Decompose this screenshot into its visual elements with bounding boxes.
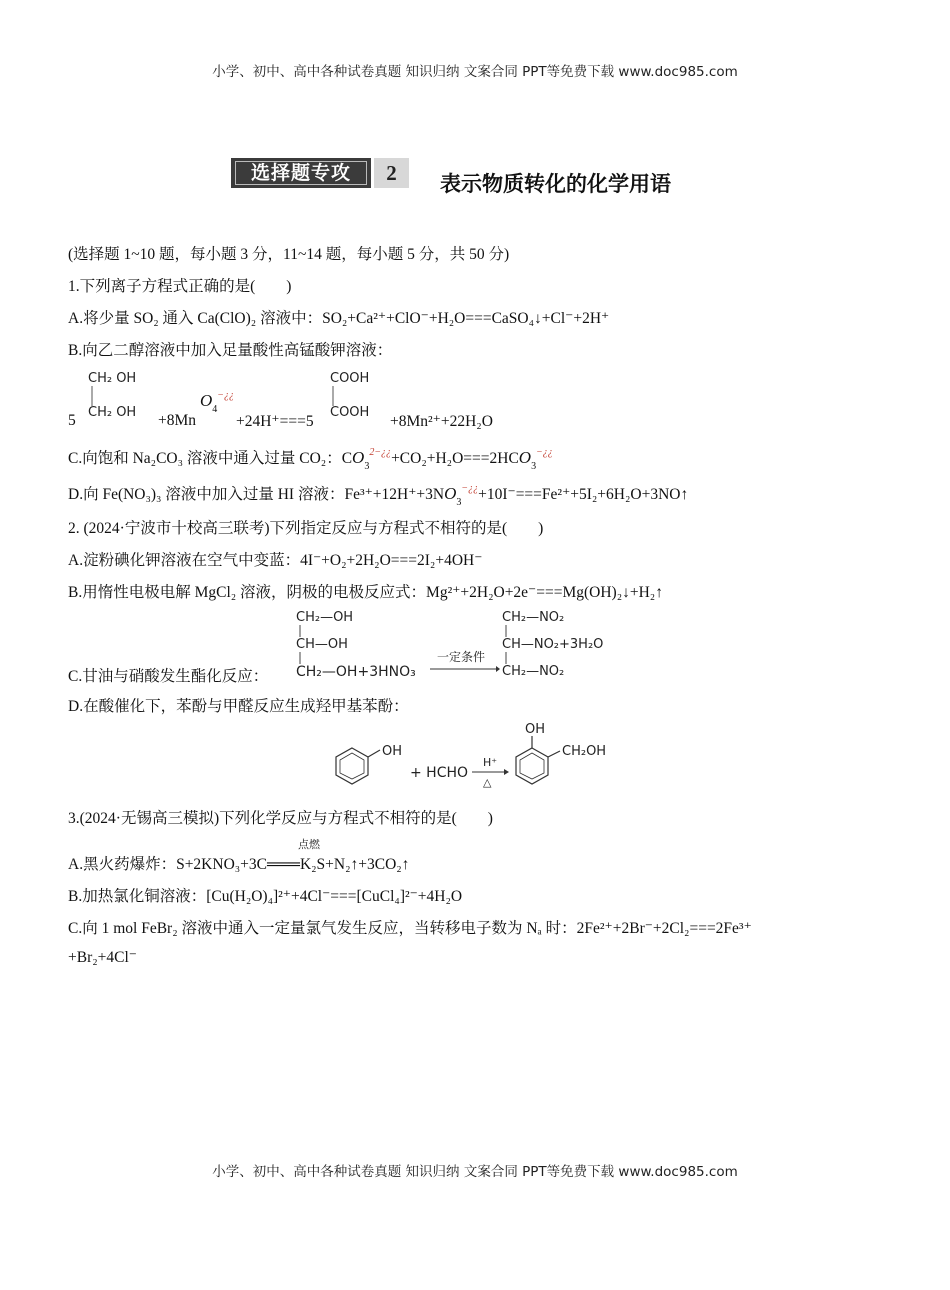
q1c-o2: O bbox=[518, 448, 532, 467]
q1b-cooh-bottom: COOH bbox=[330, 405, 370, 420]
q2-option-a: A.淀粉碘化钾溶液在空气中变蓝：4I⁻+O₂+2H₂O===2I₂+4OH⁻ bbox=[68, 552, 483, 569]
q1-option-b: B.向乙二醇溶液中加入足量酸性高锰酸钾溶液： bbox=[68, 342, 393, 359]
phenol-oh: OH bbox=[382, 744, 403, 759]
q1b-ch2oh-bottom: CH₂ OH bbox=[88, 405, 137, 420]
q2c-r3: CH₂—OH+3HNO₃ bbox=[296, 664, 416, 680]
q3-option-b: B.加热氯化铜溶液：[Cu(H₂O)₄]²⁺+4Cl⁻===[CuCl₄]²⁻+4H₂O bbox=[68, 888, 463, 905]
q3a-condition: 点燃 bbox=[298, 838, 320, 851]
q1b-ion-o: O bbox=[200, 391, 213, 410]
q1-option-c bbox=[68, 446, 553, 472]
arrow-head bbox=[504, 769, 509, 775]
q3-option-a: A.黑火药爆炸：S+2KNO₃+3C═══K₂S+N₂↑+3CO₂↑ bbox=[68, 856, 410, 873]
catalyst: H⁺ bbox=[483, 756, 498, 769]
q2d-reaction-diagram bbox=[330, 722, 620, 794]
q2c-arrow bbox=[430, 664, 500, 674]
q2c-p3: CH₂—NO₂ bbox=[502, 664, 565, 679]
q2-option-b: B.用惰性电极电解 MgCl₂ 溶液，阴极的电极反应式：Mg²⁺+2H₂O+2e⁻===Mg(OH)₂↓+H₂↑ bbox=[68, 584, 663, 601]
q2c-p2: CH—NO₂+3H₂O bbox=[502, 637, 604, 652]
q3-option-c-line1: C.向 1 mol FeBr₂ 溶液中通入一定量氯气发生反应，当转移电子数为 Nₐ 时：2Fe²⁺+2Br⁻+2Cl₂===2Fe³⁺ bbox=[68, 920, 752, 937]
q1c-o: O bbox=[352, 448, 365, 467]
q3-option-c-line2: +Br₂+4Cl⁻ bbox=[68, 949, 137, 966]
q1b-cooh-top: COOH bbox=[330, 371, 370, 386]
product-ring bbox=[516, 736, 560, 784]
q1c-pre: C.向饱和 Na₂CO₃ 溶液中通入过量 CO₂：C bbox=[68, 450, 353, 467]
q2c-r1: CH₂—OH bbox=[296, 610, 354, 625]
q3-stem: 3.(2024·无锡高三模拟)下列化学反应与方程式不相符的是( ) bbox=[68, 810, 493, 827]
q2c-condition: 一定条件 bbox=[437, 650, 486, 664]
q1-option-a: A.将少量 SO₂ 通入 Ca(ClO)₂ 溶液中：SO₂+Ca²⁺+ClO⁻+H₂O===CaSO₄↓+Cl⁻+2H⁺ bbox=[68, 310, 610, 327]
q1b-ion-sup: −¿¿ bbox=[217, 390, 235, 401]
q1b-ion bbox=[200, 390, 234, 415]
q1b-coef: 5 bbox=[68, 412, 76, 429]
plus-hcho: + HCHO bbox=[410, 765, 469, 781]
q1d-pre: D.向 Fe(NO₃)₃ 溶液中加入过量 HI 溶液：Fe³⁺+12H⁺+3N bbox=[68, 486, 445, 503]
page-footer: 小学、初中、高中各种试卷真题 知识归纳 文案合同 PPT等免费下载 www.doc985.com bbox=[212, 1164, 738, 1180]
q1b-h: +24H⁺===5 bbox=[236, 413, 314, 430]
q2c-product-bonds bbox=[504, 625, 508, 675]
q1c-sup2: −¿¿ bbox=[536, 447, 553, 458]
q1b-products: +8Mn²⁺+22H₂O bbox=[390, 413, 493, 430]
product-ch2oh: CH₂OH bbox=[562, 744, 607, 759]
q1d-o: O bbox=[444, 484, 457, 503]
q1b-ch2oh-top: CH₂ OH bbox=[88, 371, 137, 386]
badge-number: 2 bbox=[374, 158, 409, 188]
q1b-mn: +8Mn bbox=[158, 412, 197, 429]
product-oh: OH bbox=[525, 722, 546, 737]
q1-option-d bbox=[68, 482, 688, 508]
q1c-sup: 2−¿¿ bbox=[369, 447, 392, 458]
heat-symbol: △ bbox=[483, 776, 492, 789]
q1d-sup: −¿¿ bbox=[461, 483, 479, 494]
section-badge bbox=[231, 158, 409, 188]
q1b-bond-left bbox=[90, 386, 94, 406]
badge-label: 选择题专攻 bbox=[231, 158, 371, 188]
q1c-mid: +CO₂+H₂O===2HC bbox=[391, 450, 519, 467]
page-title: 表示物质转化的化学用语 bbox=[440, 172, 671, 196]
q1c-sub: 3 bbox=[364, 461, 370, 472]
q1b-bond-right bbox=[331, 386, 335, 406]
q2c-p1: CH₂—NO₂ bbox=[502, 610, 565, 625]
q1c-sub2: 3 bbox=[531, 461, 537, 472]
q2-stem: 2. (2024·宁波市十校高三联考)下列指定反应与方程式不相符的是( ) bbox=[68, 520, 544, 537]
q1b-ion-sub: 4 bbox=[212, 404, 218, 415]
q2-option-c: C.甘油与硝酸发生酯化反应： bbox=[68, 668, 269, 685]
intro-text: (选择题 1~10 题，每小题 3 分，11~14 题，每小题 5 分，共 50 分) bbox=[68, 246, 510, 263]
q2c-reactant-bonds bbox=[298, 625, 302, 675]
q2c-r2: CH—OH bbox=[296, 637, 348, 652]
page-header: 小学、初中、高中各种试卷真题 知识归纳 文案合同 PPT等免费下载 www.doc985.com bbox=[212, 64, 738, 80]
q2-option-d: D.在酸催化下，苯酚与甲醛反应生成羟甲基苯酚： bbox=[68, 698, 409, 715]
q1d-post: +10I⁻===Fe²⁺+5I₂+6H₂O+3NO↑ bbox=[478, 486, 689, 503]
phenol-ring bbox=[336, 748, 380, 784]
q1-stem: 1.下列离子方程式正确的是( ) bbox=[68, 278, 292, 295]
q1d-sub: 3 bbox=[456, 497, 462, 508]
